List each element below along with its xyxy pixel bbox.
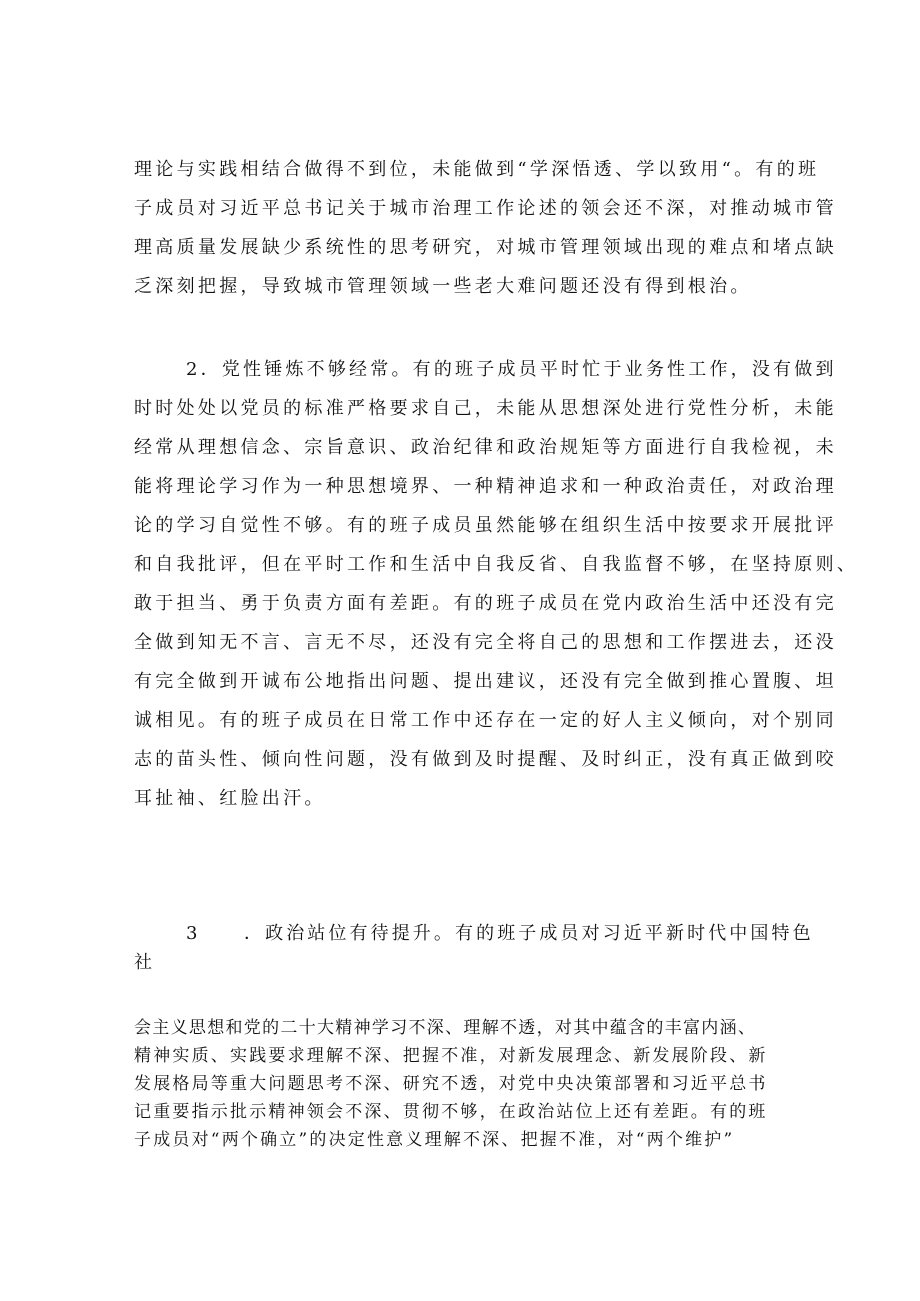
paragraph-2-line-6: 和自我批评，但在平时工作和生活中自我反省、自我监督不够，在坚持原则、	[134, 554, 859, 575]
paragraph-2-line-12: 耳扯袖、红脸出汗。	[134, 788, 326, 809]
paragraph-2-line-2: 时时处处以党员的标准严格要求自己，未能从思想深处进行党性分析，未能	[134, 398, 837, 419]
paragraph-1-line-2: 子成员对习近平总书记关于城市治理工作论述的领会还不深，对推动城市管	[134, 198, 837, 219]
paragraph-1-line-4: 乏深刻把握，导致城市管理领域一些老大难问题还没有得到根治。	[134, 276, 752, 297]
paragraph-4-line-3: 发展格局等重大问题思考不深、研究不透，对党中央决策部署和习近平总书	[134, 1074, 768, 1094]
paragraph-2-line-5: 论的学习自觉性不够。有的班子成员虽然能够在组织生活中按要求开展批评	[134, 515, 837, 536]
section-3-heading: ．政治站位有待提升。有的班子成员对习近平新时代中国特色	[244, 923, 814, 944]
section-3-number: 3	[186, 923, 198, 944]
paragraph-2-line-8: 全做到知无不言、言无不尽，还没有完全将自己的思想和工作摆进去，还没	[134, 632, 837, 653]
paragraph-2-line-11: 志的苗头性、倾向性问题，没有做到及时提醒、及时纠正，没有真正做到咬	[134, 749, 837, 770]
paragraph-4-line-2: 精神实质、实践要求理解不深、把握不准，对新发展理念、新发展阶段、新	[134, 1046, 768, 1066]
paragraph-2-line-4: 能将理论学习作为一种思想境界、一种精神追求和一种政治责任，对政治理	[134, 476, 837, 497]
paragraph-2-line-9: 有完全做到开诚布公地指出问题、提出建议，还没有完全做到推心置腹、坦	[134, 671, 837, 692]
paragraph-1-line-1: 理论与实践相结合做得不到位，未能做到“学深悟透、学以致用“。有的班	[134, 159, 820, 180]
paragraph-2-line-1: 2．党性锤炼不够经常。有的班子成员平时忙于业务性工作，没有做到	[186, 359, 837, 380]
paragraph-1-line-3: 理高质量发展缺少系统性的思考研究，对城市管理领域出现的难点和堵点缺	[134, 237, 837, 258]
paragraph-2-line-7: 敢于担当、勇于负责方面有差距。有的班子成员在党内政治生活中还没有完	[134, 593, 837, 614]
paragraph-2-line-10: 诚相见。有的班子成员在日常工作中还存在一定的好人主义倾向，对个别同	[134, 710, 837, 731]
paragraph-4-line-1: 会主义思想和党的二十大精神学习不深、理解不透，对其中蕴含的丰富内涵、	[134, 1018, 757, 1038]
section-3-heading-wrap: 社	[134, 952, 152, 973]
paragraph-4-line-4: 记重要指示批示精神领会不深、贯彻不够，在政治站位上还有差距。有的班	[134, 1102, 768, 1122]
paragraph-2-line-3: 经常从理想信念、宗旨意识、政治纪律和政治规矩等方面进行自我检视，未	[134, 437, 837, 458]
paragraph-4-line-5: 子成员对“两个确立”的决定性意义理解不深、把握不准，对“两个维护”	[134, 1130, 735, 1150]
